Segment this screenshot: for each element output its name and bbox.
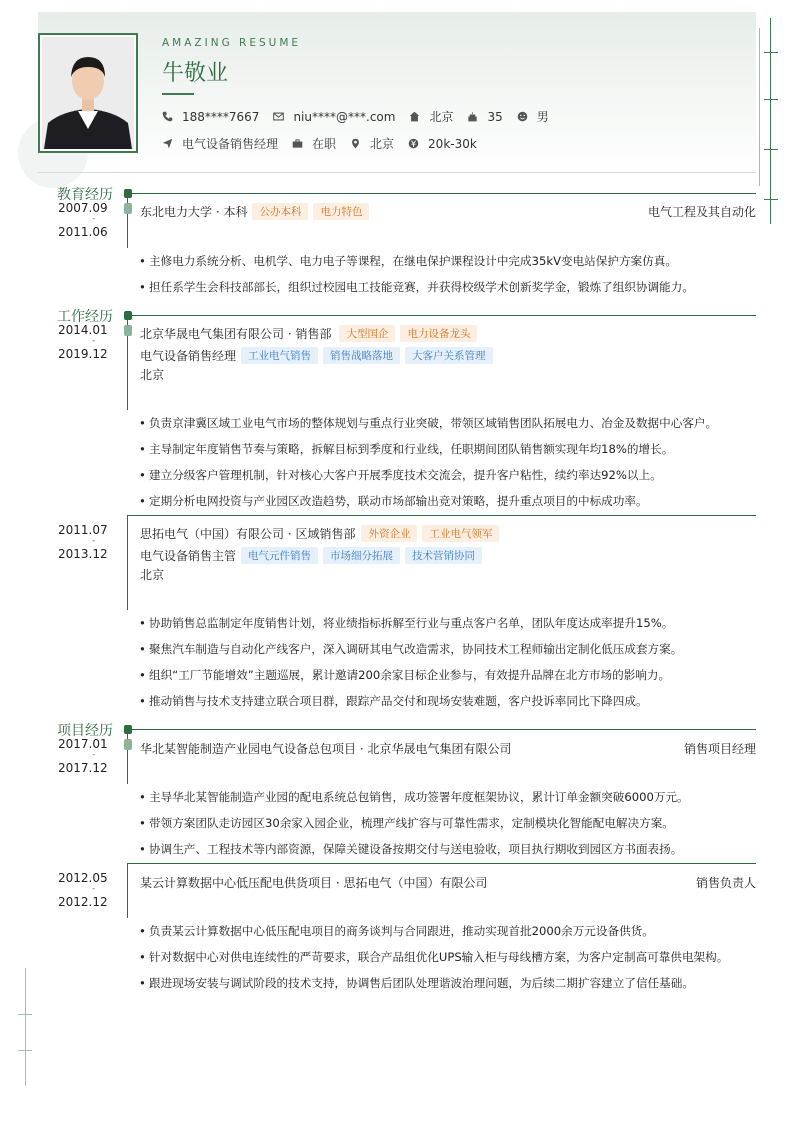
- work1-company-row: [140, 325, 756, 342]
- proj2-start-date: 2012.05: [58, 871, 108, 885]
- left-deco-line: [25, 968, 26, 1086]
- proj2-bullets: [139, 923, 756, 1001]
- proj2-header-row: [140, 874, 756, 891]
- bullet-item: • 定期分析电网投资与产业园区改造趋势，联动市场部输出竞对策略，提升重点项目的中标成功率。: [139, 493, 756, 519]
- right-deco-tick: [764, 199, 778, 200]
- project-name: 华北某智能制造产业园电气设备总包项目 · 北京华晟电气集团有限公司: [140, 742, 512, 756]
- work2-end-date: 2013.12: [58, 547, 108, 561]
- briefcase-icon: [292, 138, 303, 149]
- location-pin-icon: [350, 138, 361, 149]
- bullet-item: • 负责京津冀区域工业电气市场的整体规划与重点行业突破，带领区域销售团队拓展电力、冶金及数据中心客户。: [139, 415, 756, 441]
- timeline-line: [127, 863, 128, 918]
- target-city-text: 北京: [370, 137, 395, 151]
- skill-tag: 销售战略落地: [323, 347, 400, 364]
- timeline-line: [127, 729, 128, 784]
- date-separator: -: [92, 536, 96, 546]
- contact-info-row: [162, 108, 563, 125]
- job-title: 电气设备销售经理: [140, 349, 237, 363]
- work-city: 北京: [140, 368, 165, 382]
- company-tag: 大型国企: [339, 325, 395, 342]
- profile-photo: [42, 37, 134, 149]
- avatar-portrait: [42, 37, 134, 149]
- timeline-line: [127, 193, 128, 248]
- proj2-end-date: 2012.12: [58, 895, 108, 909]
- bullet-item: • 担任系学生会科技部部长，组织过校园电工技能竞赛，并获得校级学术创新奖学金，锻炼了组织协调能力。: [139, 279, 756, 305]
- job-status-text: 在职: [312, 137, 337, 151]
- company-name: 北京华晟电气集团有限公司 · 销售部: [140, 327, 332, 341]
- candidate-name: 牛敬业: [162, 61, 229, 86]
- section-title-projects: 项目经历: [57, 723, 113, 739]
- company-tag: 工业电气领军: [422, 525, 499, 542]
- skill-tag: 技术营销协同: [405, 547, 482, 564]
- school-name: 东北电力大学 · 本科: [140, 205, 248, 219]
- expected-salary-text: 20k-30k: [428, 136, 477, 151]
- bullet-item: • 协助销售总监制定年度销售计划，将业绩指标拆解至行业与重点客户名单，团队年度达成率提升15%。: [139, 615, 756, 641]
- major-name: 电气工程及其自动化: [647, 205, 756, 219]
- job-title: 电气设备销售主管: [140, 549, 237, 563]
- proj1-header-row: [140, 740, 756, 757]
- date-separator: -: [92, 336, 96, 346]
- proj1-start-date: 2017.01: [58, 737, 108, 751]
- gender-item: [517, 108, 549, 125]
- work2-role-row: [140, 547, 756, 564]
- name-underline: [162, 93, 194, 95]
- bullet-item: • 带领方案团队走访园区30余家入园企业，梳理产线扩容与可靠性需求，定制模块化智能配电解决方案。: [139, 815, 756, 841]
- bullet-item: • 主导华北某智能制造产业园的配电系统总包销售，成功签署年度框架协议，累计订单金额突破6000万元。: [139, 789, 756, 815]
- work2-company-row: [140, 525, 756, 542]
- bullet-item: • 针对数据中心对供电连续性的严苛要求，联合产品组优化UPS输入柜与母线槽方案，为客户定制高可靠供电架构。: [139, 949, 756, 975]
- project-role: 销售负责人: [695, 876, 756, 890]
- right-deco-tick: [764, 99, 778, 100]
- right-deco-tick: [764, 149, 778, 150]
- section-rule: [127, 193, 756, 194]
- phone-icon: [162, 111, 173, 122]
- work1-end-date: 2019.12: [58, 347, 108, 361]
- section-marker: [124, 189, 132, 198]
- company-tag: 电力设备龙头: [400, 325, 477, 342]
- date-separator: -: [92, 214, 96, 224]
- target-position-text: 电气设备销售经理: [182, 137, 279, 151]
- bullet-item: • 负责某云计算数据中心低压配电项目的商务谈判与合同跟进，推动实现首批2000余万元设备供货。: [139, 923, 756, 949]
- age-text: 35: [487, 109, 503, 124]
- bullet-item: • 主导制定年度销售节奏与策略，拆解目标到季度和行业线，任职期间团队销售额实现年均18%的增长。: [139, 441, 756, 467]
- phone-text: 188****7667: [182, 109, 260, 124]
- school-tag: 公办本科: [252, 203, 308, 220]
- bullet-item: • 推动销售与技术支持建立联合项目群，跟踪产品交付和现场安装难题，客户投诉率同比下降四成。: [139, 693, 756, 719]
- entry-rule: [127, 863, 756, 864]
- phone-item: [162, 110, 259, 124]
- face-icon: [517, 111, 528, 122]
- entry-marker: [124, 203, 132, 214]
- right-deco-tick: [764, 52, 778, 53]
- edu-header-row: [140, 203, 756, 220]
- section-title-education: 教育经历: [57, 187, 113, 203]
- left-deco-tick: [18, 1050, 32, 1051]
- skill-tag: 电气元件销售: [241, 547, 318, 564]
- skill-tag: 工业电气销售: [241, 347, 318, 364]
- right-deco-line: [770, 18, 771, 224]
- skill-tag: 大客户关系管理: [405, 347, 493, 364]
- left-deco-tick: [18, 1014, 32, 1015]
- header-divider: [38, 172, 756, 173]
- work1-role-row: [140, 347, 756, 364]
- bullet-item: • 建立分级客户管理机制，针对核心大客户开展季度技术交流会，提升客户粘性，续约率达92%以上。: [139, 467, 756, 493]
- entry-marker: [124, 325, 132, 336]
- timeline-line: [127, 515, 128, 610]
- target-position-item: [162, 135, 278, 152]
- proj1-end-date: 2017.12: [58, 761, 108, 775]
- bullet-item: • 协调生产、工程技术等内部资源，保障关键设备按期交付与送电验收，项目执行期收到园区方书面表扬。: [139, 841, 756, 867]
- job-status-item: [292, 135, 336, 152]
- bullet-item: • 跟进现场安装与调试阶段的技术支持，协调售后团队处理谐波治理问题，为后续二期扩容建立了信任基础。: [139, 975, 756, 1001]
- residence-text: 北京: [429, 110, 454, 124]
- work-city: 北京: [140, 568, 165, 582]
- right-deco-line-inner: [759, 28, 760, 186]
- bullet-item: • 聚焦汽车制造与自动化产线客户，深入调研其电气改造需求，协同技术工程师输出定制化低压成套方案。: [139, 641, 756, 667]
- date-separator: -: [92, 750, 96, 760]
- proj1-bullets: [139, 789, 756, 867]
- email-text: niu****@***.com: [293, 109, 396, 124]
- company-name: 思拓电气（中国）有限公司 · 区域销售部: [140, 527, 356, 541]
- project-role: 销售项目经理: [683, 742, 756, 756]
- work1-bullets: [139, 415, 756, 519]
- work2-bullets: [139, 615, 756, 719]
- project-name: 某云计算数据中心低压配电供货项目 · 思拓电气（中国）有限公司: [140, 876, 488, 890]
- work1-start-date: 2014.01: [58, 323, 108, 337]
- age-item: [467, 110, 502, 124]
- mail-icon: [273, 111, 284, 122]
- send-icon: [162, 138, 173, 149]
- edu-end-date: 2011.06: [58, 225, 108, 239]
- section-rule: [127, 729, 756, 730]
- section-title-work: 工作经历: [57, 309, 113, 325]
- bullet-item: • 主修电力系统分析、电机学、电力电子等课程，在继电保护课程设计中完成35kV变电站保护方案仿真。: [139, 253, 756, 279]
- target-city-item: [350, 135, 394, 152]
- email-item: [273, 110, 395, 124]
- bullet-item: • 组织“工厂节能增效”主题巡展，累计邀请200余家目标企业参与，有效提升品牌在北方市场的影响力。: [139, 667, 756, 693]
- section-rule: [127, 315, 756, 316]
- school-tag: 电力特色: [313, 203, 369, 220]
- resume-kicker: AMAZING RESUME: [162, 37, 302, 49]
- section-marker: [124, 725, 132, 734]
- date-separator: -: [92, 884, 96, 894]
- section-marker: [124, 311, 132, 320]
- profile-photo-frame: [38, 33, 138, 153]
- skill-tag: 市场细分拓展: [323, 547, 400, 564]
- home-icon: [409, 111, 420, 122]
- entry-marker: [124, 739, 132, 750]
- expected-salary-item: [408, 137, 477, 151]
- job-intent-row: [162, 135, 491, 152]
- entry-rule: [127, 515, 756, 516]
- residence-item: [409, 108, 453, 125]
- salary-icon: [408, 138, 419, 149]
- edu-bullets: [139, 253, 756, 305]
- work2-start-date: 2011.07: [58, 523, 108, 537]
- edu-start-date: 2007.09: [58, 201, 108, 215]
- gender-text: 男: [536, 110, 549, 124]
- company-tag: 外资企业: [361, 525, 417, 542]
- cake-icon: [467, 111, 478, 122]
